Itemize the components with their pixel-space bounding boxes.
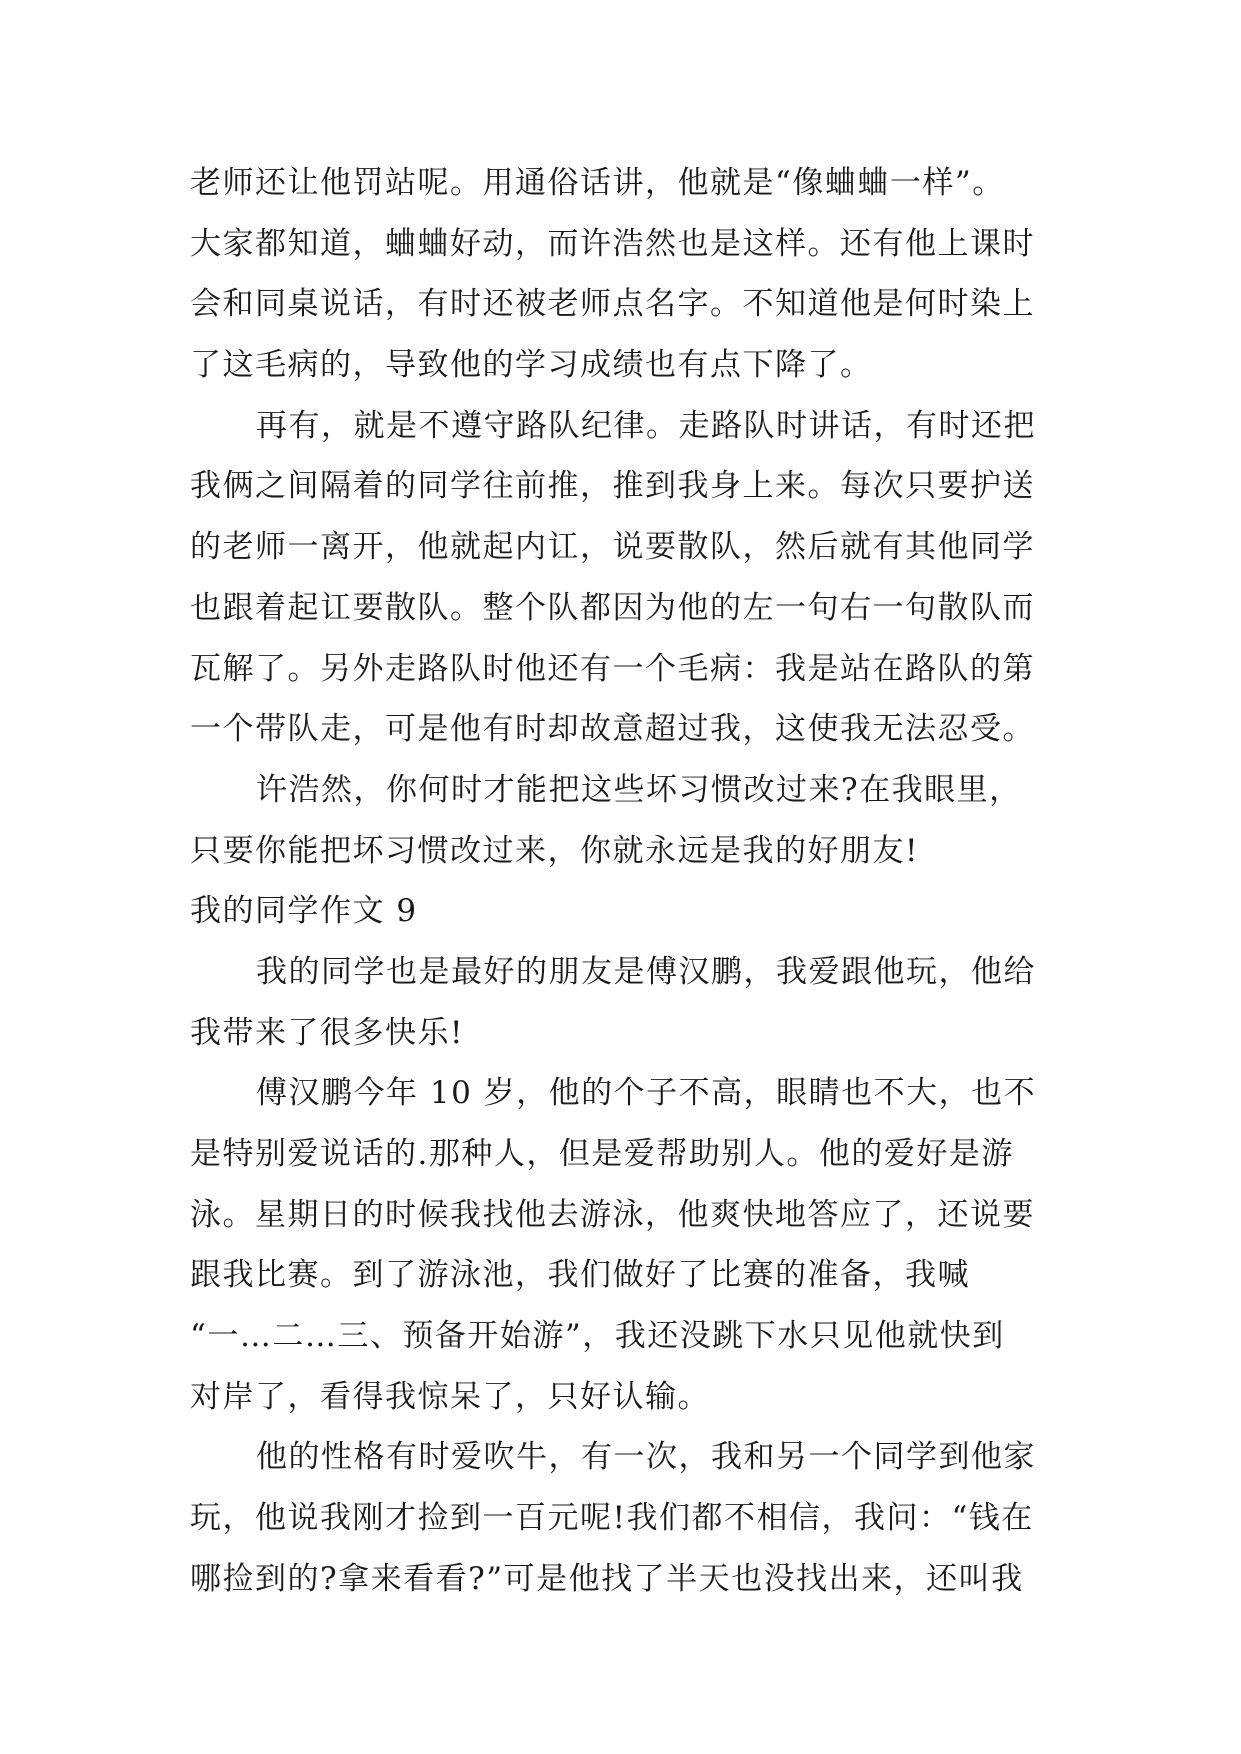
text-line: “一…二…三、预备开始游”，我还没跳下水只见他就快到 bbox=[190, 1318, 1005, 1355]
paragraph-first-line: 傅汉鹏今年 10 岁，他的个子不高，眼睛也不大，也不 bbox=[256, 1075, 1037, 1112]
text-line: 我的同学作文 9 bbox=[190, 893, 418, 930]
text-line: 我俩之间隔着的同学往前推，推到我身上来。每次只要护送 bbox=[190, 468, 1035, 505]
text-line: 了这毛病的，导致他的学习成绩也有点下降了。 bbox=[190, 347, 873, 384]
text-line: 泳。星期日的时候我找他去游泳，他爽快地答应了，还说要 bbox=[190, 1196, 1035, 1233]
text-line: 我带来了很多快乐! bbox=[190, 1014, 464, 1051]
text-line: 是特别爱说话的.那种人，但是爱帮助别人。他的爱好是游 bbox=[190, 1136, 1014, 1172]
text-line: 瓦解了。另外走路队时他还有一个毛病：我是站在路队的第 bbox=[190, 650, 1035, 687]
paragraph-first-line: 许浩然，你何时才能把这些坏习惯改过来?在我眼里， bbox=[256, 771, 1022, 808]
text-line: 玩，他说我刚才捡到一百元呢!我们都不相信，我问：“钱在 bbox=[190, 1500, 1034, 1537]
paragraph-first-line: 他的性格有时爱吹牛，有一次，我和另一个同学到他家 bbox=[256, 1439, 1036, 1476]
text-line: 大家都知道，蛐蛐好动，而许浩然也是这样。还有他上课时 bbox=[190, 225, 1035, 262]
text-line: 的老师一离开，他就起内讧，说要散队，然后就有其他同学 bbox=[190, 529, 1035, 566]
paragraph-first-line: 我的同学也是最好的朋友是傅汉鹏，我爱跟他玩，他给 bbox=[256, 953, 1036, 990]
document-body bbox=[190, 153, 1070, 1610]
paragraph-first-line: 再有，就是不遵守路队纪律。走路队时讲话，有时还把 bbox=[256, 407, 1036, 444]
text-line: 只要你能把坏习惯改过来，你就永远是我的好朋友! bbox=[190, 832, 919, 869]
text-line: 对岸了，看得我惊呆了，只好认输。 bbox=[190, 1378, 710, 1415]
text-line: 跟我比赛。到了游泳池，我们做好了比赛的准备，我喊 bbox=[190, 1257, 970, 1294]
text-line: 老师还让他罚站呢。用通俗话讲，他就是“像蛐蛐一样”。 bbox=[190, 165, 1005, 201]
text-line: 哪捡到的?拿来看看?”可是他找了半天也没找出来，还叫我 bbox=[190, 1560, 1024, 1597]
text-line: 一个带队走，可是他有时却故意超过我，这使我无法忍受。 bbox=[190, 711, 1035, 748]
text-line: 会和同桌说话，有时还被老师点名字。不知道他是何时染上 bbox=[190, 286, 1035, 323]
text-line: 也跟着起讧要散队。整个队都因为他的左一句右一句散队而 bbox=[190, 589, 1035, 626]
